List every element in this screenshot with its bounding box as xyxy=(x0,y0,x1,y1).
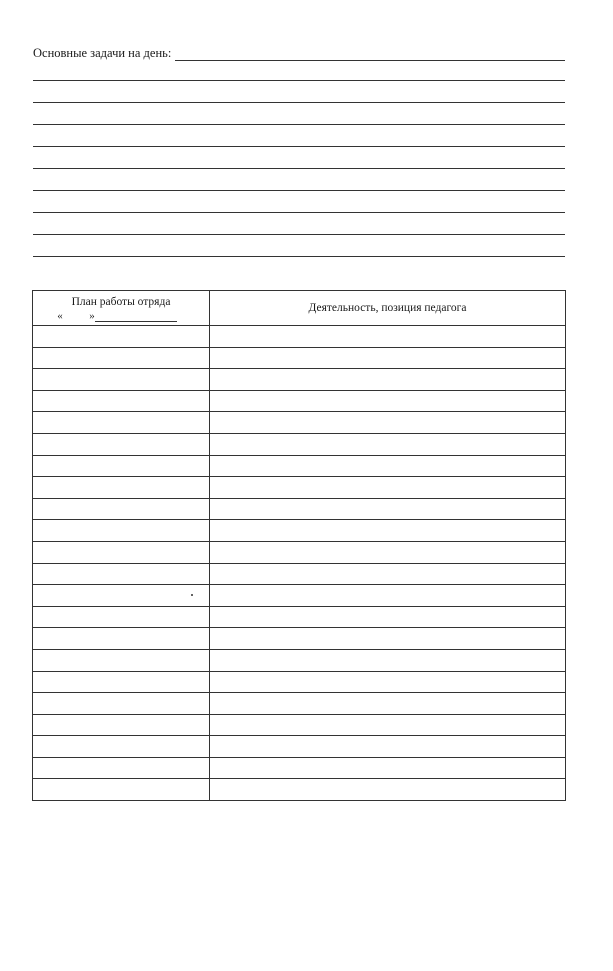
activity-cell[interactable] xyxy=(210,433,566,455)
table-row xyxy=(33,412,566,434)
daily-tasks-title: Основные задачи на день: xyxy=(33,46,172,60)
activity-cell[interactable] xyxy=(210,714,566,736)
activity-cell[interactable] xyxy=(210,347,566,369)
date-close-quote: » xyxy=(89,310,95,322)
table-row xyxy=(33,714,566,736)
table-row xyxy=(33,390,566,412)
writing-line[interactable] xyxy=(33,170,565,191)
plan-cell[interactable] xyxy=(33,433,210,455)
activity-cell[interactable] xyxy=(210,779,566,801)
writing-line[interactable] xyxy=(33,126,565,147)
writing-line[interactable] xyxy=(33,192,565,213)
table-row xyxy=(33,369,566,391)
table-row xyxy=(33,628,566,650)
plan-cell[interactable] xyxy=(33,757,210,779)
plan-column-header xyxy=(33,291,210,326)
writing-line[interactable] xyxy=(33,148,565,169)
date-open-quote: « xyxy=(57,310,63,322)
activity-cell[interactable] xyxy=(210,563,566,585)
activity-cell[interactable] xyxy=(210,693,566,715)
activity-cell[interactable] xyxy=(210,757,566,779)
table-row xyxy=(33,541,566,563)
activity-cell[interactable] xyxy=(210,671,566,693)
activity-cell[interactable] xyxy=(210,585,566,607)
table-row xyxy=(33,498,566,520)
activity-cell[interactable] xyxy=(210,649,566,671)
plan-table-body xyxy=(33,326,566,801)
plan-cell[interactable] xyxy=(33,390,210,412)
table-row xyxy=(33,326,566,348)
writing-line[interactable] xyxy=(33,82,565,103)
plan-cell[interactable] xyxy=(33,477,210,499)
activity-cell[interactable] xyxy=(210,606,566,628)
writing-line[interactable] xyxy=(33,236,565,257)
plan-cell[interactable] xyxy=(33,520,210,542)
activity-cell[interactable] xyxy=(210,412,566,434)
plan-cell[interactable] xyxy=(33,412,210,434)
activity-cell[interactable] xyxy=(210,520,566,542)
plan-cell[interactable] xyxy=(33,714,210,736)
table-row xyxy=(33,779,566,801)
table-row xyxy=(33,347,566,369)
table-row xyxy=(33,736,566,758)
table-row xyxy=(33,585,566,607)
plan-cell[interactable] xyxy=(33,563,210,585)
plan-cell[interactable] xyxy=(33,347,210,369)
plan-cell[interactable] xyxy=(33,736,210,758)
activity-cell[interactable] xyxy=(210,390,566,412)
plan-column-title: План работы отряда xyxy=(71,296,171,308)
plan-table-header-row xyxy=(33,291,566,326)
plan-cell[interactable] xyxy=(33,455,210,477)
activity-column-title: Деятельность, позиция педагога xyxy=(308,302,467,314)
plan-cell[interactable] xyxy=(33,693,210,715)
activity-cell[interactable] xyxy=(210,541,566,563)
paper-speck xyxy=(191,594,193,596)
plan-cell[interactable] xyxy=(33,585,210,607)
table-row xyxy=(33,433,566,455)
table-row xyxy=(33,693,566,715)
activity-cell[interactable] xyxy=(210,736,566,758)
table-row xyxy=(33,455,566,477)
writing-line[interactable] xyxy=(33,214,565,235)
activity-cell[interactable] xyxy=(210,498,566,520)
table-row xyxy=(33,606,566,628)
plan-cell[interactable] xyxy=(33,606,210,628)
daily-tasks-writing-lines xyxy=(33,59,565,257)
plan-cell[interactable] xyxy=(33,649,210,671)
activity-cell[interactable] xyxy=(210,455,566,477)
plan-cell[interactable] xyxy=(33,628,210,650)
activity-cell[interactable] xyxy=(210,369,566,391)
table-row xyxy=(33,477,566,499)
activity-cell[interactable] xyxy=(210,326,566,348)
date-month-line[interactable] xyxy=(95,311,177,322)
table-row xyxy=(33,671,566,693)
writing-line[interactable] xyxy=(33,104,565,125)
date-fill-field[interactable] xyxy=(55,310,209,322)
plan-cell[interactable] xyxy=(33,326,210,348)
activity-cell[interactable] xyxy=(210,477,566,499)
plan-cell[interactable] xyxy=(33,498,210,520)
plan-cell[interactable] xyxy=(33,779,210,801)
writing-line[interactable] xyxy=(33,60,565,81)
table-row xyxy=(33,757,566,779)
table-row xyxy=(33,649,566,671)
plan-cell[interactable] xyxy=(33,369,210,391)
activity-cell[interactable] xyxy=(210,628,566,650)
plan-table xyxy=(32,290,566,801)
plan-cell[interactable] xyxy=(33,671,210,693)
table-row xyxy=(33,563,566,585)
activity-column-header xyxy=(210,291,566,326)
plan-cell[interactable] xyxy=(33,541,210,563)
table-row xyxy=(33,520,566,542)
